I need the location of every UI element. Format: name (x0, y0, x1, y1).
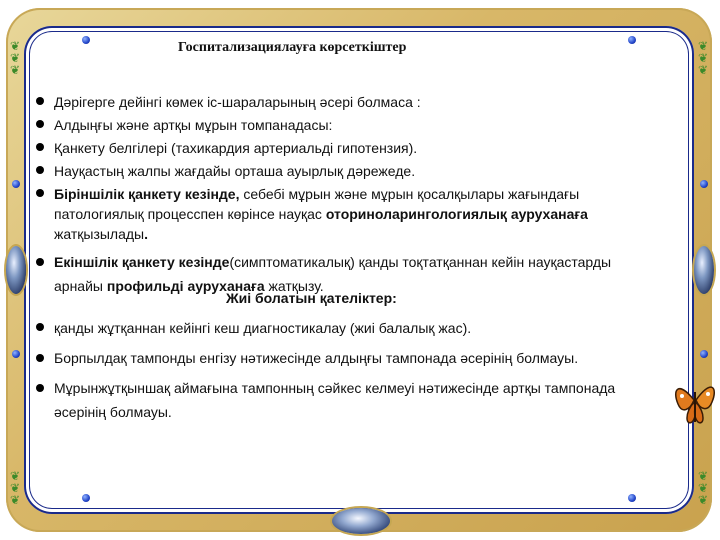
primary-bleeding-label: Біріншілік қанкету кезінде, (54, 186, 240, 202)
list-item (36, 184, 636, 244)
list-item-text: Науқастың жалпы жағдайы орташа ауырлық дәрежеде. (54, 163, 416, 179)
butterfly-icon (672, 370, 718, 430)
errors-heading: Жиі болатын қателіктер: (226, 290, 397, 306)
bullet-dot-icon (36, 384, 44, 392)
vine-ornament-icon: ❦ ❦ ❦ (698, 469, 709, 507)
bullet-dot-icon (36, 323, 44, 331)
list-item (36, 92, 636, 112)
bullet-dot-icon (36, 166, 44, 174)
secondary-bleeding-label: Екіншілік қанкету кезінде (54, 254, 230, 270)
slide-content (30, 30, 670, 510)
bullet-dot-icon (36, 189, 44, 197)
list-item-text: Қанкету белгілері (тахикардия артериальді гипотензия). (54, 140, 418, 156)
frame-dot-icon (700, 180, 708, 188)
list-item-text: қанды жұтқаннан кейінгі кеш диагностикалау (жиі балалық жас). (54, 320, 472, 336)
vine-ornament-icon: ❦ ❦ ❦ (698, 39, 709, 77)
bullet-dot-icon (36, 354, 44, 362)
list-item-text: себебі мұрын және мұрын қосалқылары жағындағы патологиялық процесспен көрінсе науқас (54, 186, 580, 222)
list-item-end: . (144, 226, 149, 242)
list-item-text: Дәрігерге дейінгі көмек іс-шараларының әсері болмаса : (54, 94, 421, 110)
frame-dot-icon (700, 350, 708, 358)
list-item-text: жатқызылады (54, 226, 145, 242)
list-item (36, 161, 636, 181)
ent-hospital-label: оториноларингологиялық ауруханаға (325, 206, 588, 222)
profile-hospital-label: профильді ауруханаға (106, 278, 265, 294)
list-item (36, 346, 636, 370)
bullet-dot-icon (36, 120, 44, 128)
left-gem-icon (6, 246, 26, 294)
page-title: Госпитализациялауға көрсеткіштер (178, 40, 407, 55)
list-item-text: (симптоматикалық) қанды тоқтатқаннан кейін науқастарды арнайы (54, 254, 612, 294)
list-item (36, 376, 636, 424)
bullet-dot-icon (36, 258, 44, 266)
bottom-gem-icon (332, 508, 390, 534)
frame-dot-icon (12, 350, 20, 358)
frame-dot-icon (12, 180, 20, 188)
errors-list (36, 318, 636, 427)
vine-ornament-icon: ❦ ❦ ❦ (10, 469, 21, 507)
list-item-text: Борпылдақ тампонды енгізу нәтижесінде алдыңғы тампонада әсерінің болмауы. (54, 350, 579, 366)
bullet-dot-icon (36, 97, 44, 105)
list-item (36, 115, 636, 135)
list-item-text: Мұрынжұтқыншақ аймағына тампонның сәйкес келмеуі нәтижесінде артқы тампонада әсерінің болмауы. (54, 380, 616, 420)
list-item (36, 138, 636, 158)
bullet-dot-icon (36, 143, 44, 151)
list-item-text: жатқызу. (264, 278, 324, 294)
indications-list (36, 92, 636, 301)
right-gem-icon (694, 246, 714, 294)
vine-ornament-icon: ❦ ❦ ❦ (10, 39, 21, 77)
list-item-text: Алдыңғы және артқы мұрын томпанадасы: (54, 117, 333, 133)
list-item (36, 318, 636, 338)
